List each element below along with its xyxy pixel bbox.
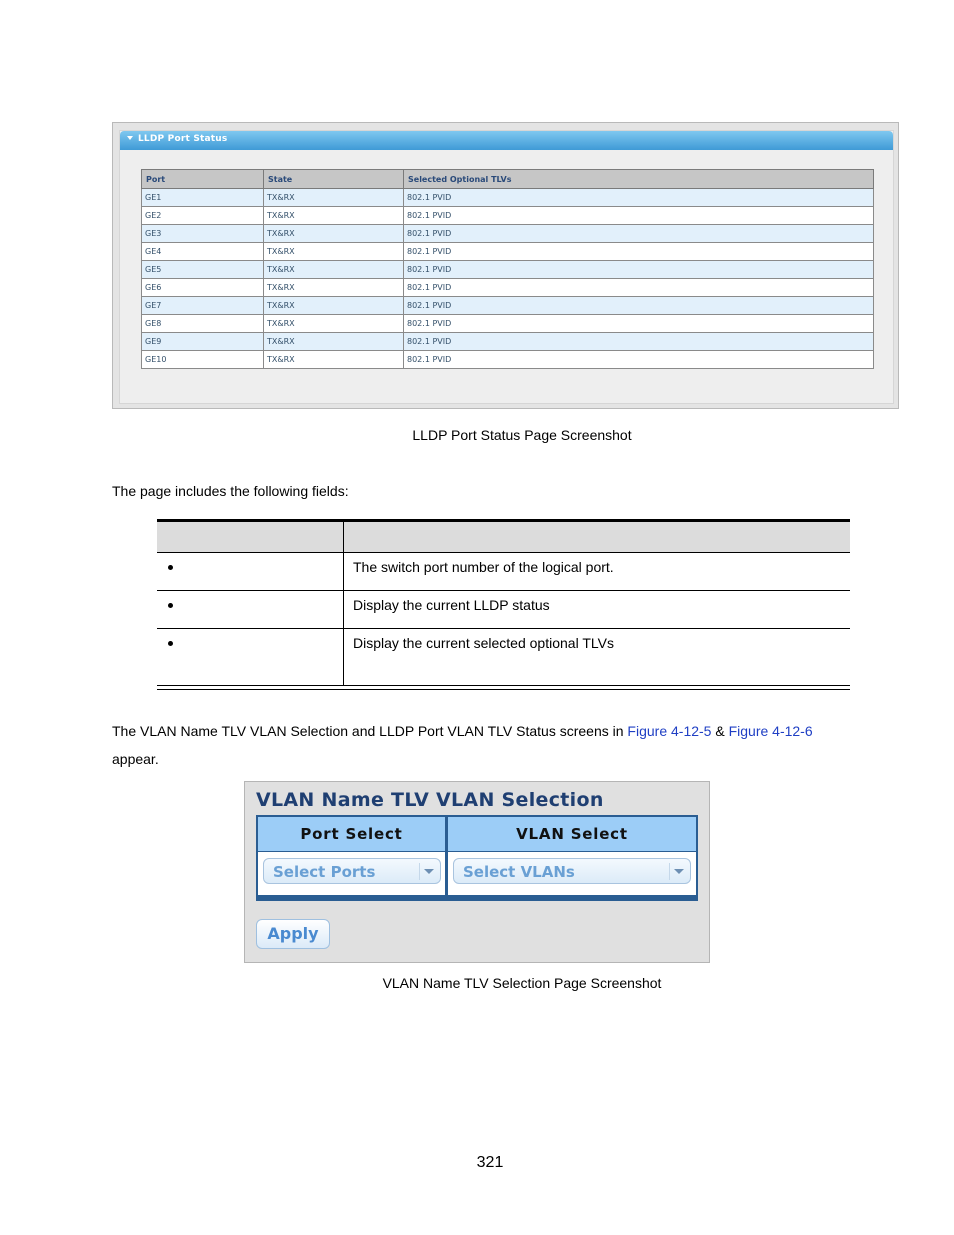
tlvs-cell: 802.1 PVID [404,279,874,297]
vlan-select-value: Select VLANs [463,863,575,881]
port-cell: GE7 [142,297,264,315]
page-number: 321 [476,1154,504,1171]
field-description: Display the current LLDP status [353,597,550,613]
state-cell: TX&RX [264,297,404,315]
state-cell: TX&RX [264,351,404,369]
chevron-down-icon[interactable] [424,869,434,874]
state-cell: TX&RX [264,225,404,243]
lldp-port-status-panel [119,130,894,404]
state-cell: TX&RX [264,189,404,207]
field-description: Display the current selected optional TLVs [353,635,614,651]
figure-4-12-5-link[interactable]: Figure 4-12-5 [627,723,712,739]
panel-header[interactable] [120,131,893,150]
bullet-icon [168,603,173,608]
port-cell: GE9 [142,333,264,351]
table-row [142,279,874,297]
vlan-selection-table [256,815,698,901]
state-cell: TX&RX [264,279,404,297]
column-header-port: Port [142,170,264,189]
bullet-icon [168,565,173,570]
vlan-select-cell [448,852,696,895]
table-row [142,351,874,369]
table-row [142,297,874,315]
figure-4-12-6-link[interactable]: Figure 4-12-6 [728,723,813,739]
fields-header-row [157,522,850,552]
figure-caption-lldp-status: LLDP Port Status Page Screenshot [412,427,632,443]
panel-title: LLDP Port Status [138,134,228,144]
vlan-select-header: VLAN Select [448,817,696,851]
vlan-name-tlv-selection-screenshot [244,781,710,963]
tlvs-cell: 802.1 PVID [404,189,874,207]
lldp-port-status-screenshot [112,122,899,409]
state-cell: TX&RX [264,315,404,333]
state-cell: TX&RX [264,243,404,261]
table-row [142,261,874,279]
tlvs-cell: 802.1 PVID [404,207,874,225]
tlvs-cell: 802.1 PVID [404,225,874,243]
dropdown-separator [419,863,420,880]
table-bottom-rule [157,685,850,690]
collapse-triangle-icon[interactable] [127,136,133,140]
fields-intro: The page includes the following fields: [112,483,349,499]
table-row [142,189,874,207]
tlvs-cell: 802.1 PVID [404,261,874,279]
field-row [157,552,850,590]
paragraph-text: & [711,723,729,739]
port-cell: GE3 [142,225,264,243]
tlvs-cell: 802.1 PVID [404,351,874,369]
tlvs-cell: 802.1 PVID [404,315,874,333]
port-cell: GE6 [142,279,264,297]
vlan-selection-title: VLAN Name TLV VLAN Selection [256,789,604,811]
column-header-state: State [264,170,404,189]
vlan-select-dropdown[interactable] [453,858,691,884]
chevron-down-icon[interactable] [674,869,684,874]
port-cell: GE4 [142,243,264,261]
port-cell: GE5 [142,261,264,279]
table-row [142,243,874,261]
field-row [157,590,850,628]
port-select-dropdown[interactable] [263,858,441,884]
bullet-icon [168,641,173,646]
tlvs-cell: 802.1 PVID [404,243,874,261]
paragraph-continuation: appear. [112,751,159,767]
port-cell: GE2 [142,207,264,225]
figure-reference-paragraph [112,723,813,739]
dropdown-separator [669,863,670,880]
tlvs-cell: 802.1 PVID [404,297,874,315]
tlvs-cell: 802.1 PVID [404,333,874,351]
port-select-cell [258,852,445,895]
apply-button[interactable]: Apply [256,919,330,949]
port-cell: GE10 [142,351,264,369]
table-row [142,207,874,225]
figure-caption-vlan-selection: VLAN Name TLV Selection Page Screenshot [382,975,662,991]
state-cell: TX&RX [264,261,404,279]
field-row [157,628,850,685]
table-row [142,225,874,243]
column-header-tlvs: Selected Optional TLVs [404,170,874,189]
fields-table [157,519,850,690]
port-select-value: Select Ports [273,863,376,881]
port-select-header: Port Select [258,817,445,851]
lldp-port-status-table [141,169,874,369]
port-cell: GE1 [142,189,264,207]
table-row [142,315,874,333]
field-description: The switch port number of the logical port. [353,559,614,575]
paragraph-text: The VLAN Name TLV VLAN Selection and LLDP Port VLAN TLV Status screens in [112,723,628,739]
table-row [142,333,874,351]
state-cell: TX&RX [264,333,404,351]
port-cell: GE8 [142,315,264,333]
state-cell: TX&RX [264,207,404,225]
